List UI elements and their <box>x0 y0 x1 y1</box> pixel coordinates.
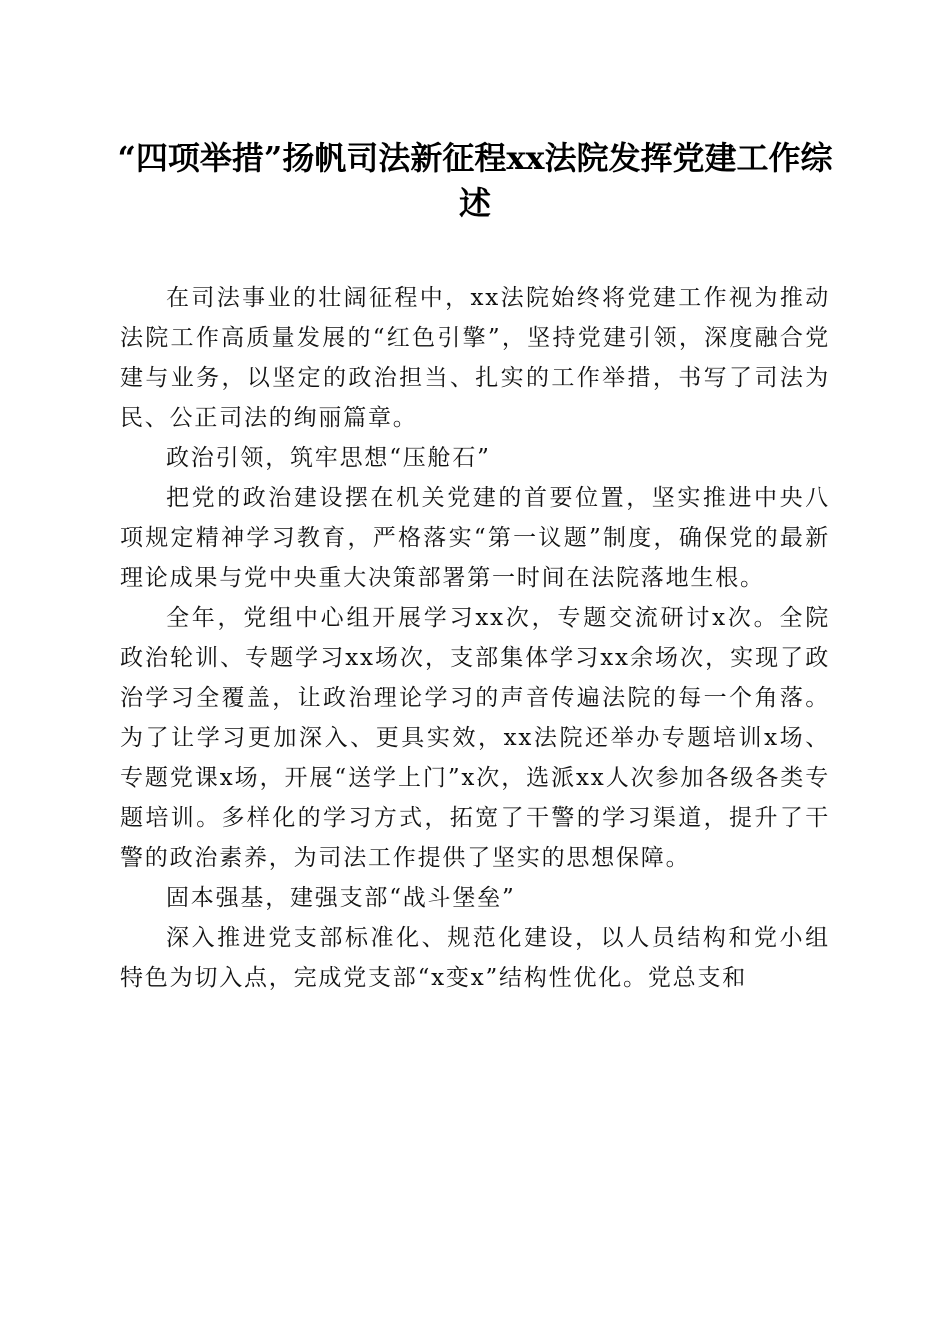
document-body <box>120 278 830 998</box>
section-heading-political-leadership: 政治引领，筑牢思想“压舱石” <box>166 445 491 471</box>
intro-paragraph: 在司法事业的壮阔征程中，xx法院始终将党建工作视为推动法院工作高质量发展的“红色引擎”，坚持党建引领，深度融合党建与业务，以坚定的政治担当、扎实的工作举措，书写了司法为民、公正司法的绚丽篇章。 <box>120 285 830 431</box>
section-heading-branch-building: 固本强基，建强支部“战斗堡垒” <box>166 885 516 911</box>
paragraph-political-building: 把党的政治建设摆在机关党建的首要位置，坚实推进中央八项规定精神学习教育，严格落实“第一议题”制度，确保党的最新理论成果与党中央重大决策部署第一时间在法院落地生根。 <box>120 485 830 591</box>
paragraph-study-statistics: 全年，党组中心组开展学习xx次，专题交流研讨x次。全院政治轮训、专题学习xx场次，支部集体学习xx余场次，实现了政治学习全覆盖，让政治理论学习的声音传遍法院的每一个角落。为了让学习更加深入、更具实效，xx法院还举办专题培训x场、专题党课x场，开展“送学上门”x次，选派xx人次参加各级各类专题培训。多样化的学习方式，拓宽了干警的学习渠道，提升了干警的政治素养，为司法工作提供了坚实的思想保障。 <box>120 605 830 871</box>
paragraph-branch-standardization: 深入推进党支部标准化、规范化建设，以人员结构和党小组特色为切入点，完成党支部“x变x”结构性优化。党总支和 <box>120 925 830 991</box>
document-title: “四项举措”扬帆司法新征程xx法院发挥党建工作综述 <box>117 139 833 222</box>
